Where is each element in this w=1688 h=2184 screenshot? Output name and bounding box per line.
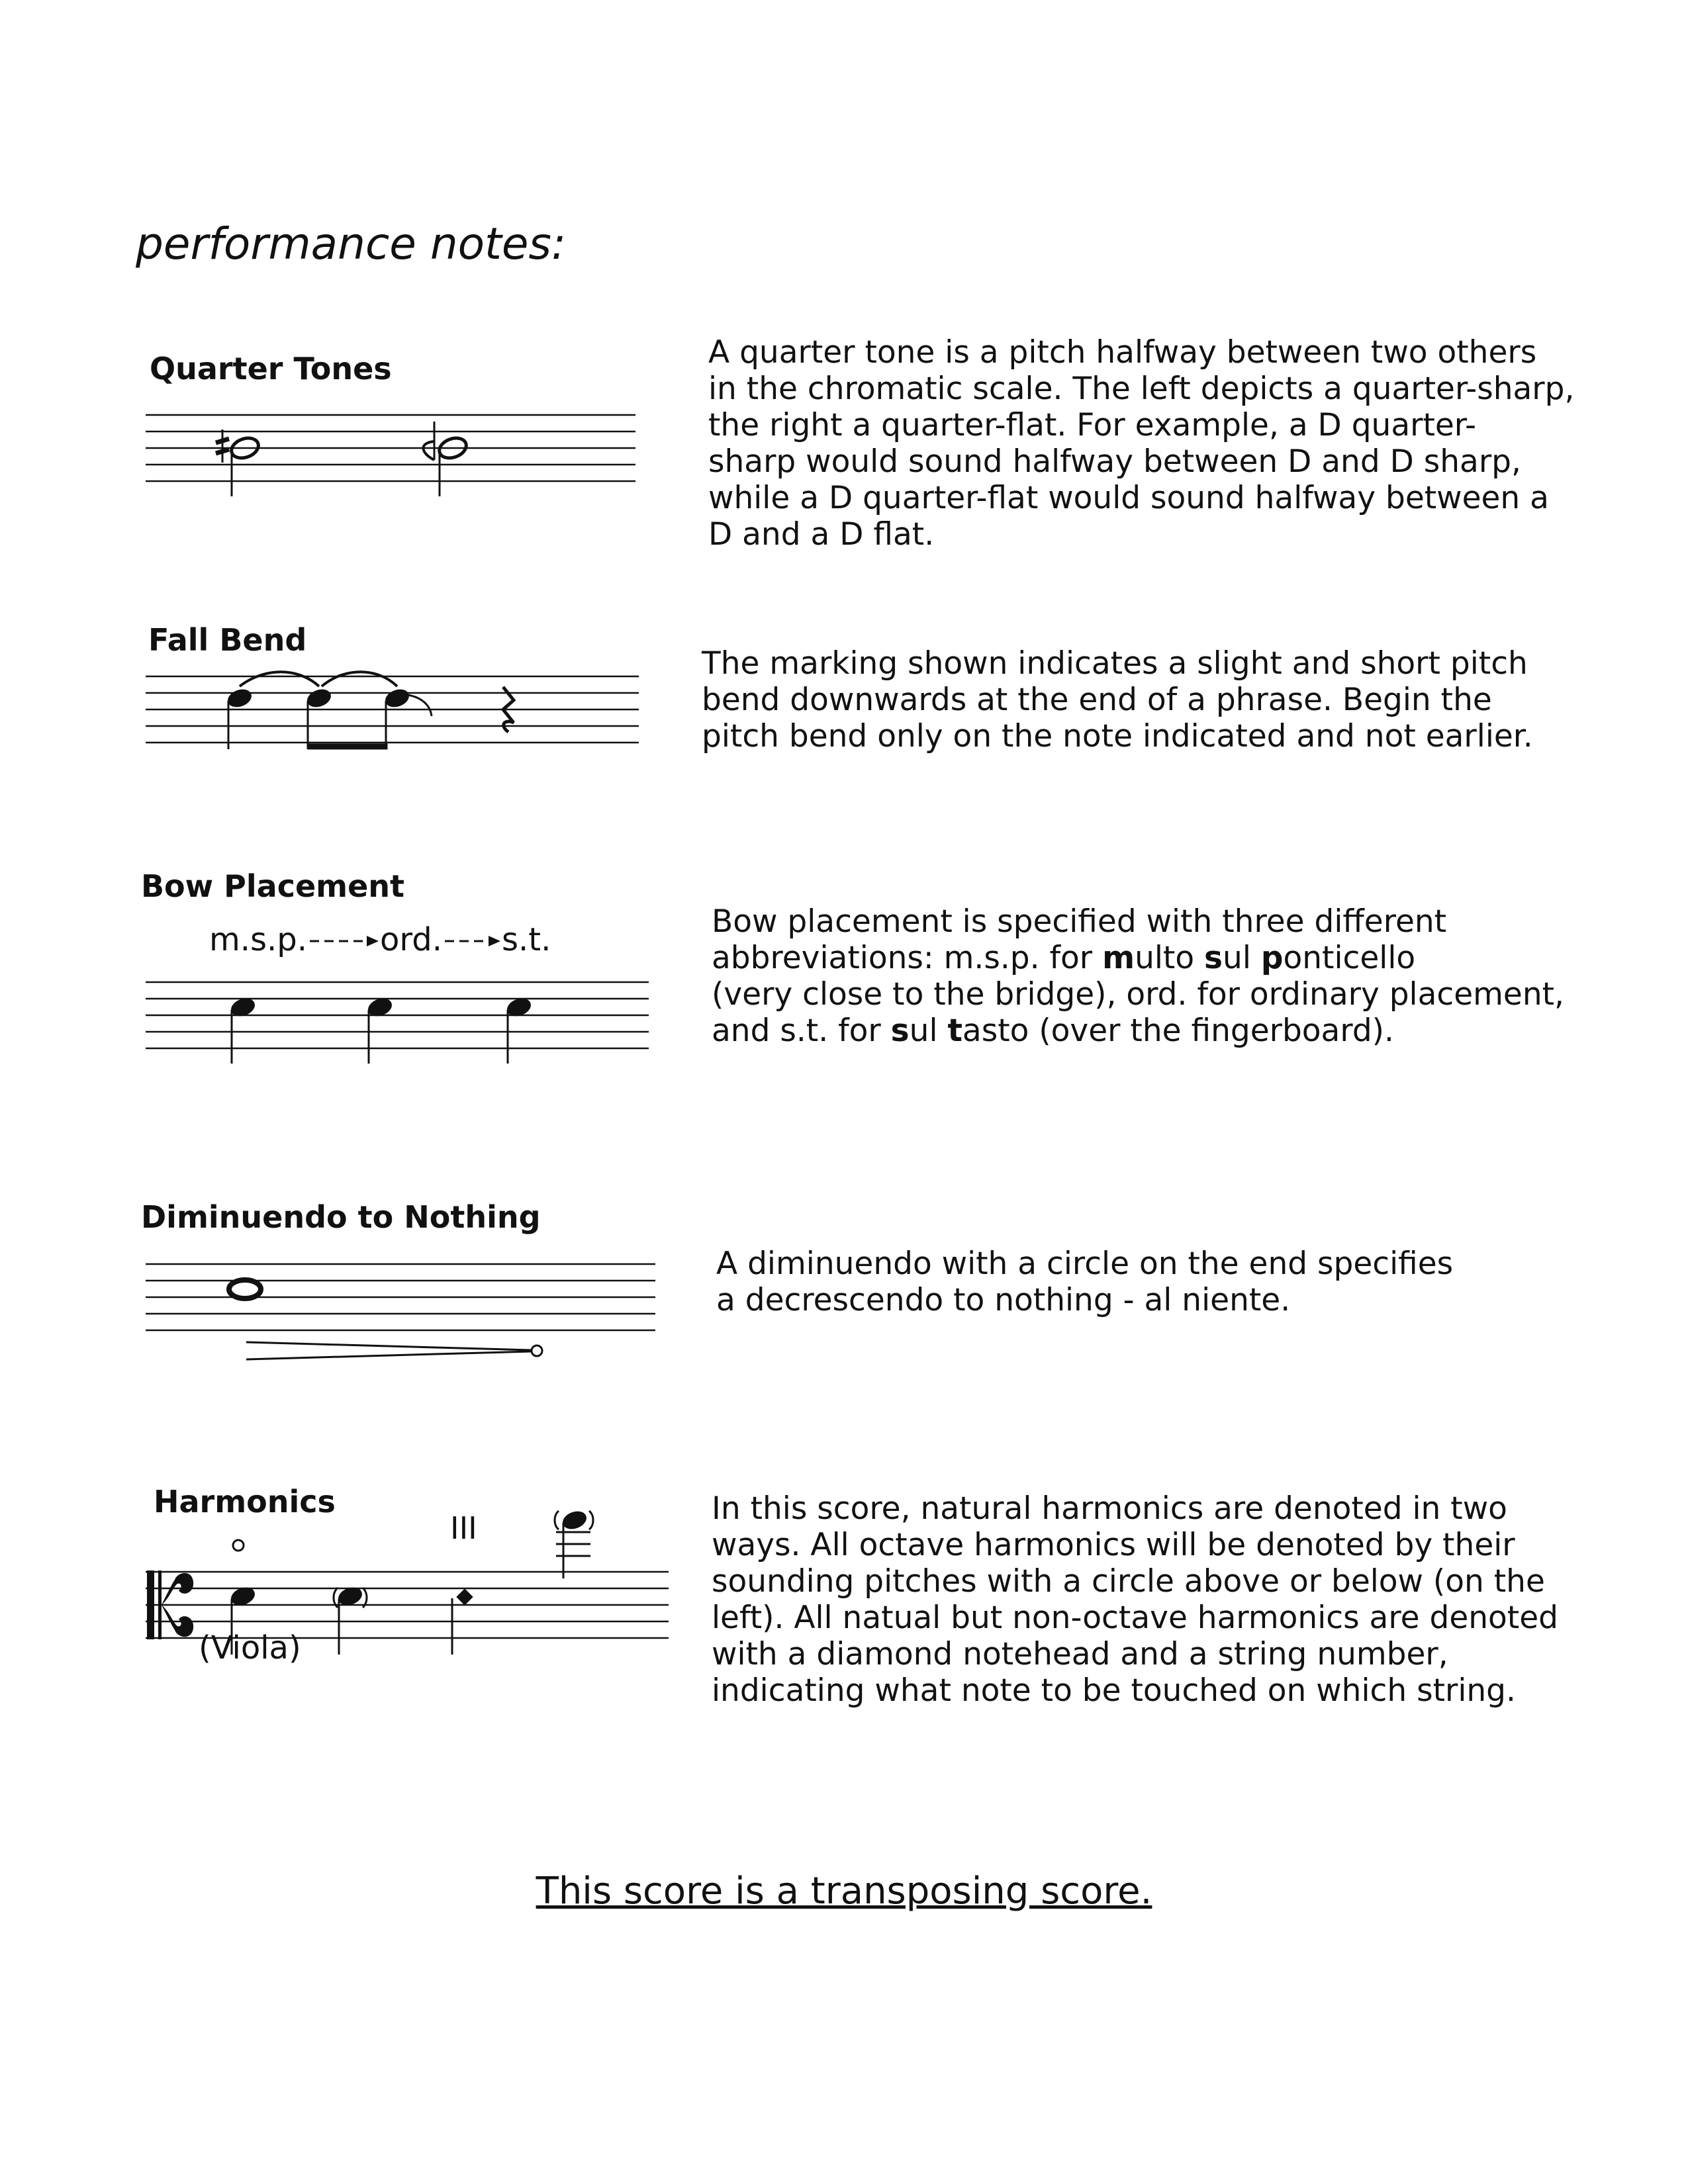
slur-2 bbox=[322, 672, 397, 686]
fall-bend-icon bbox=[408, 695, 432, 716]
harmonics-description: In this score, natural harmonics are denoted in two ways. All octave harmonics will be denoted by their sounding pitches with a circle above or below (on the left). All natual but non-octave harmonics are denoted with a diamond notehead and a string number, indicating what note to be touched on which string. bbox=[712, 1490, 1558, 1709]
page-heading: performance notes: bbox=[136, 218, 567, 269]
bow-marking bbox=[209, 921, 551, 958]
footer-note bbox=[0, 1870, 1688, 1913]
eighth-beam bbox=[308, 744, 387, 749]
note-3 bbox=[383, 687, 411, 710]
harmonic-circle-icon bbox=[233, 1540, 244, 1551]
half-note-quarter-flat bbox=[436, 435, 469, 496]
diminuendo-title: Diminuendo to Nothing bbox=[141, 1199, 541, 1235]
quarter-tones-title: Quarter Tones bbox=[150, 351, 392, 387]
diminuendo-description: A diminuendo with a circle on the end specifies a decrescendo to nothing - al niente. bbox=[716, 1246, 1454, 1318]
diminuendo-hairpin-icon bbox=[246, 1342, 542, 1359]
high-note-parenthesized bbox=[555, 1509, 593, 1578]
parenthesized-note bbox=[334, 1585, 367, 1655]
note-2 bbox=[305, 687, 333, 710]
marking-ord: ord. bbox=[380, 921, 442, 958]
harmonics-title: Harmonics bbox=[154, 1484, 336, 1520]
fall-bend-staff bbox=[146, 668, 639, 768]
quarter-sharp-icon bbox=[216, 430, 229, 463]
fall-bend-title: Fall Bend bbox=[148, 622, 307, 658]
marking-st: s.t. bbox=[502, 921, 551, 958]
quarter-flat-icon bbox=[423, 422, 434, 460]
quarter-tones-staff bbox=[146, 407, 635, 506]
whole-note bbox=[229, 1280, 261, 1298]
string-number: III bbox=[450, 1510, 477, 1546]
slur-1 bbox=[240, 672, 319, 686]
half-note-quarter-sharp bbox=[228, 435, 261, 496]
fall-bend-description: The marking shown indicates a slight and short pitch bend downwards at the end of a phrase. Begin the pitch bend only on the note indicated and not earlier. bbox=[702, 645, 1533, 754]
diminuendo-staff bbox=[146, 1256, 655, 1375]
bow-placement-staff bbox=[146, 974, 649, 1067]
al-niente-circle-icon bbox=[532, 1345, 542, 1356]
note-1 bbox=[226, 687, 254, 710]
dashed-arrow-icon bbox=[307, 919, 380, 932]
dashed-arrow-icon bbox=[442, 919, 502, 932]
transposing-score-note: This score is a transposing score. bbox=[536, 1870, 1152, 1913]
marking-msp: m.s.p. bbox=[209, 921, 308, 958]
quarter-tones-description: A quarter tone is a pitch halfway between two others in the chromatic scale. The left depicts a quarter-sharp, the right a quarter-flat. For example, a D quarter- sharp would sound halfway between D and D sharp, while a D quarter-flat would sound halfway between a D and a D flat. bbox=[708, 334, 1575, 553]
bow-placement-title: Bow Placement bbox=[141, 868, 405, 904]
instrument-label: (Viola) bbox=[199, 1629, 301, 1666]
bow-placement-description: Bow placement is specified with three different abbreviations: m.s.p. for multo sul ponticello (very close to the bridge), ord. for ordinary placement, and s.t. for sul tasto (over the fingerboard). bbox=[712, 903, 1565, 1049]
